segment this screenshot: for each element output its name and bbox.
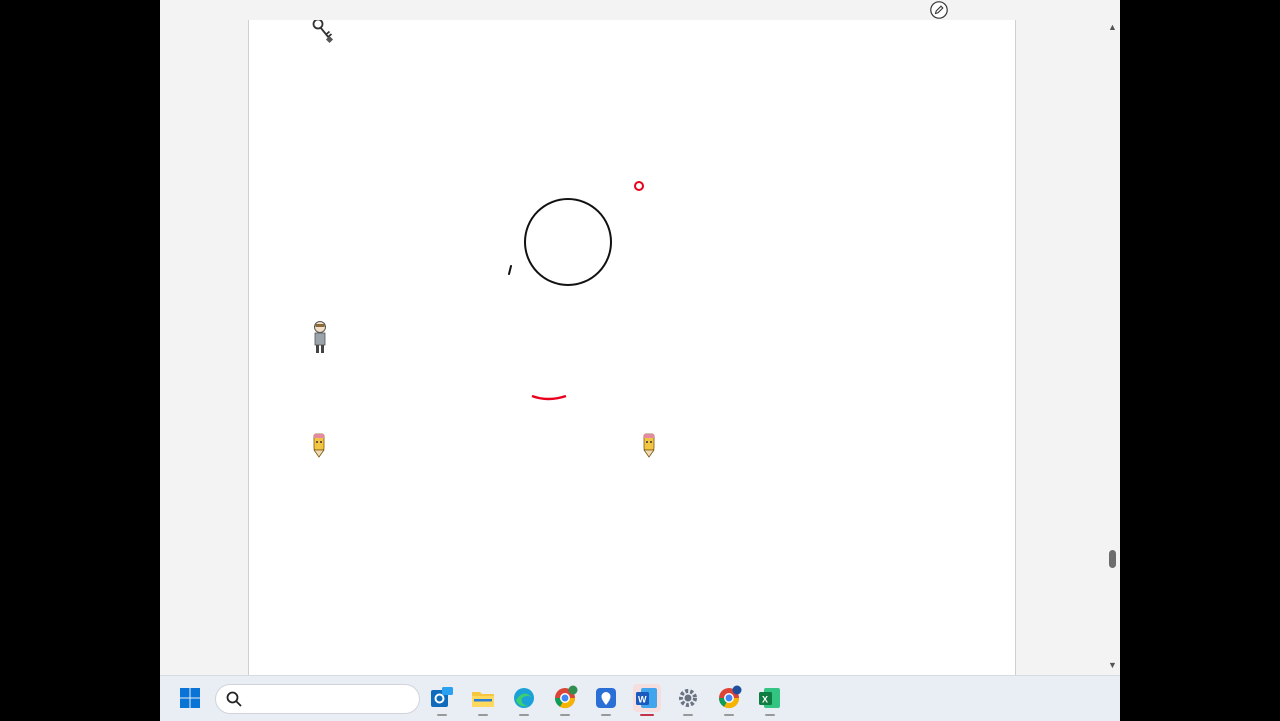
app-window: [160, 0, 1120, 720]
chrome-icon[interactable]: [715, 684, 743, 712]
maps-icon[interactable]: [592, 684, 620, 712]
pencil-icon: [311, 432, 327, 458]
scroll-thumb[interactable]: [1109, 550, 1116, 568]
taskbar: [160, 675, 1120, 721]
excel-icon[interactable]: [756, 684, 784, 712]
document-page: [248, 20, 1016, 675]
pencil-icon: [641, 432, 657, 458]
scroll-up-icon[interactable]: ▲: [1108, 22, 1117, 32]
scroll-down-icon[interactable]: ▼: [1108, 660, 1117, 670]
windows-start-icon[interactable]: [176, 684, 204, 712]
word-icon[interactable]: [633, 684, 661, 712]
coordinate-plane-read[interactable]: [682, 482, 902, 675]
coordinate-plane-plot[interactable]: [357, 482, 577, 675]
edge-icon[interactable]: [510, 684, 538, 712]
svg-text:W: W: [638, 694, 647, 705]
search-icon: [226, 691, 242, 707]
vertical-scrollbar[interactable]: [1106, 20, 1120, 675]
coordinate-plane-review: [542, 87, 738, 285]
key-icon: [311, 20, 335, 46]
pen-edit-icon[interactable]: [930, 1, 948, 19]
settings-icon[interactable]: [674, 684, 702, 712]
outlook-icon[interactable]: [428, 684, 456, 712]
character-icon: [311, 320, 329, 356]
file-explorer-icon[interactable]: [469, 684, 497, 712]
chrome-profile-icon[interactable]: [551, 684, 579, 712]
svg-text:X: X: [762, 694, 769, 705]
title-bar: [160, 0, 1120, 20]
taskbar-search[interactable]: [215, 684, 420, 714]
